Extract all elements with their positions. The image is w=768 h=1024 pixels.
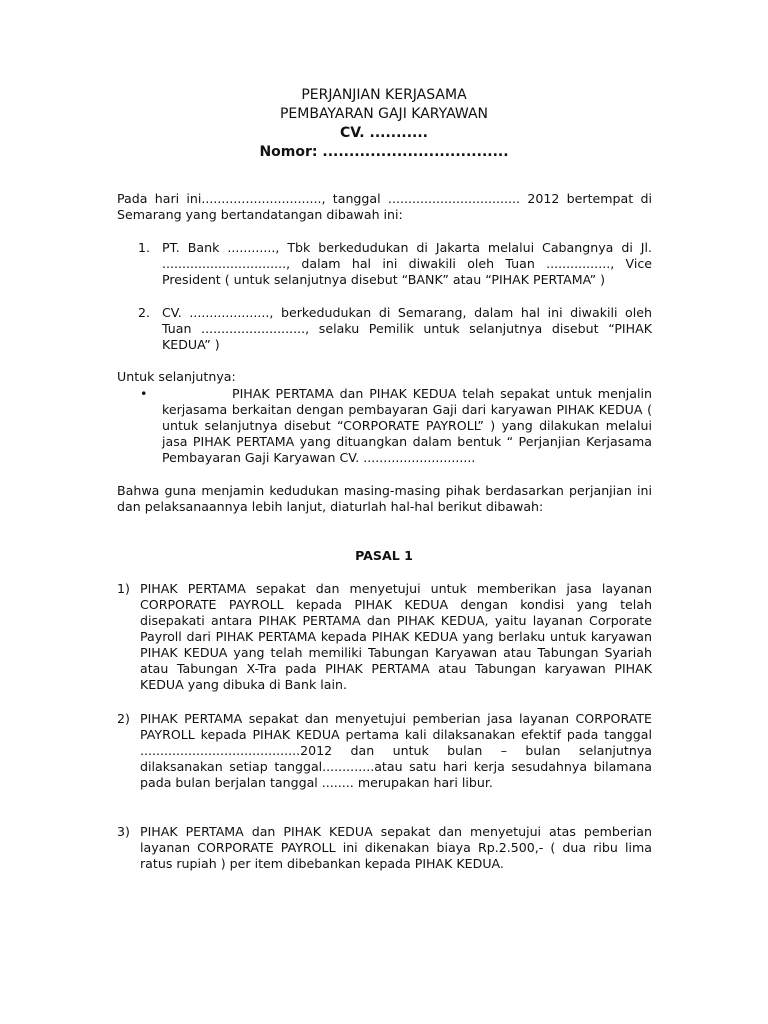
document-title-line-1: PERJANJIAN KERJASAMA xyxy=(301,87,467,103)
party-number: 1. xyxy=(138,240,151,255)
selanjutnya-label: Untuk selanjutnya: xyxy=(117,369,236,384)
pasal-item-3: PIHAK PERTAMA dan PIHAK KEDUA sepakat dan menyetujui atas pemberian layanan CORPORATE PAYROLL ini dikenakan biaya Rp.2.500,- ( dua ribu lima ratus rupiah ) per item dibebankan kepada PIHAK KEDUA. xyxy=(140,824,652,871)
bullet-paragraph xyxy=(162,386,652,466)
pasal-item-number: 1) xyxy=(117,581,130,596)
intro-paragraph: Pada hari ini.............................., tanggal ................................. 2012 bertempat di Semarang yang bertandatangan dibawah ini: xyxy=(117,191,652,222)
pasal-item-number: 2) xyxy=(117,711,130,726)
party-second-text: CV. ...................., berkedudukan di Semarang, dalam hal ini diwakili oleh Tuan .........................., selaku Pemilik untuk selanjutnya disebut “PIHAK KEDUA” ) xyxy=(162,305,652,352)
pasal-title: PASAL 1 xyxy=(355,548,413,563)
party-number: 2. xyxy=(138,305,151,320)
company-name: CV. ........... xyxy=(340,125,428,141)
pasal-item-2: PIHAK PERTAMA sepakat dan menyetujui pemberian jasa layanan CORPORATE PAYROLL kepada PIHAK KEDUA pertama kali dilaksanakan efektif pada tanggal ........................................2012 dan untuk bulan – bulan selanjutnya dilaksanakan setiap tanggal.............atau satu hari kerja sesudahnya bilamana pada bulan berjalan tanggal ........ merupakan hari libur. xyxy=(140,711,652,790)
pasal-item-1: PIHAK PERTAMA sepakat dan menyetujui untuk memberikan jasa layanan CORPORATE PAYROLL kepada PIHAK KEDUA dengan kondisi yang telah disepakati antara PIHAK PERTAMA dan PIHAK KEDUA, yaitu layanan Corporate Payroll dari PIHAK PERTAMA kepada PIHAK KEDUA yang berlaku untuk karyawan PIHAK KEDUA yang telah memiliki Tabungan Karyawan atau Tabungan Syariah atau Tabungan X-Tra pada PIHAK PERTAMA atau Tabungan karyawan PIHAK KEDUA yang dibuka di Bank lain. xyxy=(140,581,652,692)
bahwa-paragraph: Bahwa guna menjamin kedudukan masing-masing pihak berdasarkan perjanjian ini dan pelaksanaannya lebih lanjut, diaturlah hal-hal berikut dibawah: xyxy=(117,483,652,514)
bullet-symbol: • xyxy=(140,386,148,401)
pasal-item-number: 3) xyxy=(117,824,130,839)
document-title-line-2: PEMBAYARAN GAJI KARYAWAN xyxy=(279,106,489,122)
agreement-number: Nomor: ................................... xyxy=(259,144,509,160)
bullet-paragraph-text: PIHAK PERTAMA dan PIHAK KEDUA telah sepakat untuk menjalin kerjasama berkaitan dengan pembayaran Gaji dari karyawan PIHAK KEDUA ( untuk selanjutnya disebut “CORPORATE PAYROLL” ) yang dilakukan melalui jasa PIHAK PERTAMA yang dituangkan dalam bentuk “ Perjanjian Kerjasama Pembayaran Gaji Karyawan CV. ............................ xyxy=(162,386,652,465)
party-first-text: PT. Bank ............, Tbk berkedudukan di Jakarta melalui Cabangnya di Jl. ..............................., dalam hal ini diwakili oleh Tuan ................, Vice President ( untuk selanjutnya disebut “BANK” atau “PIHAK PERTAMA” ) xyxy=(162,240,652,287)
